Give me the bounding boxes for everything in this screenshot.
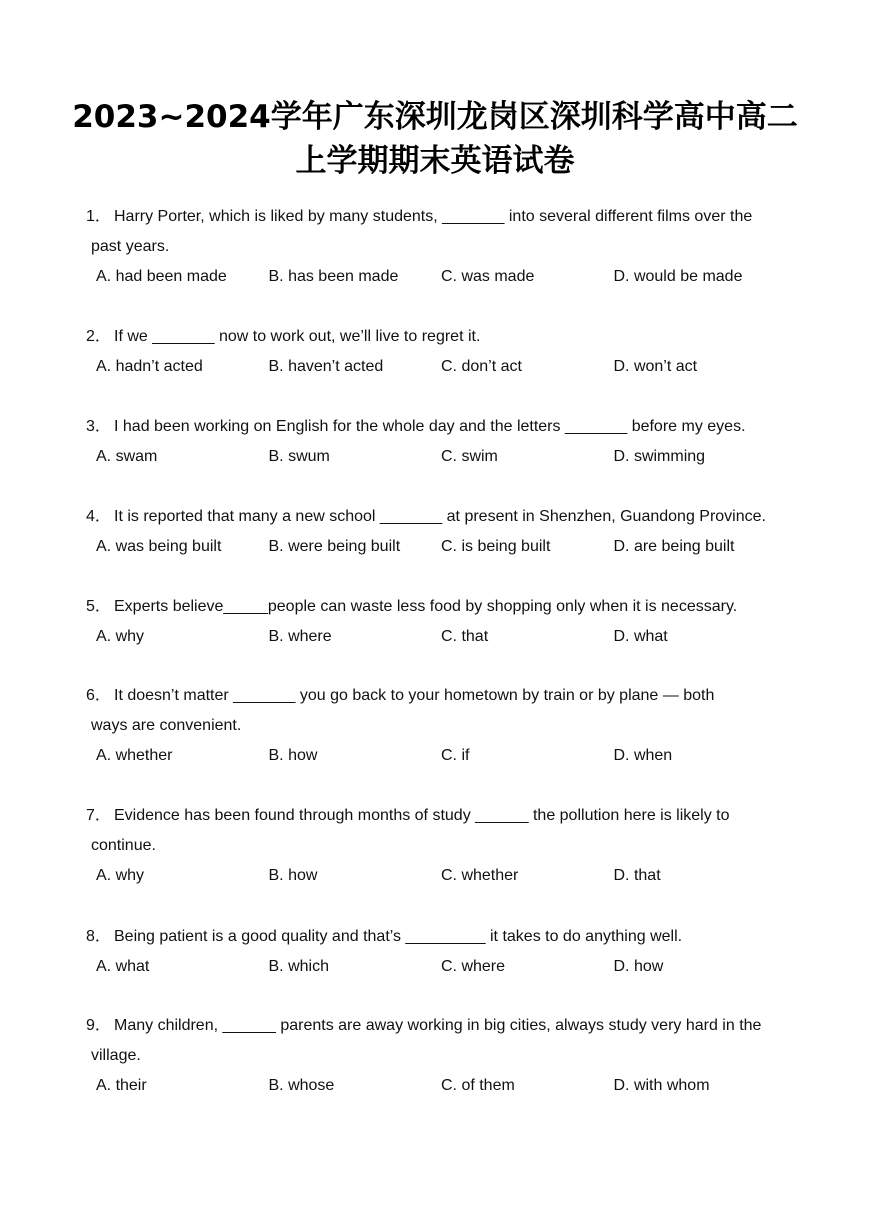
option-a[interactable]: A. was being built [96, 538, 222, 555]
question-stem [86, 801, 786, 861]
question-text: If we _______ now to work out, we’ll live to regret it. [114, 328, 481, 345]
option-a[interactable]: A. their [96, 1077, 147, 1094]
option-b[interactable]: B. how [268, 747, 318, 764]
question-stem [86, 922, 786, 952]
option-d[interactable]: D. how [613, 958, 664, 975]
question-stem [86, 502, 786, 532]
question-number: 2． [86, 328, 111, 345]
question-6 [86, 681, 786, 771]
option-d[interactable]: D. when [613, 747, 673, 764]
options-row [86, 532, 786, 562]
option-c[interactable]: C. whether [441, 867, 519, 884]
option-b[interactable]: B. swum [268, 448, 330, 465]
option-b[interactable]: B. haven’t acted [268, 358, 384, 375]
option-d[interactable]: D. would be made [613, 268, 743, 285]
question-stem [86, 681, 786, 741]
option-a[interactable]: A. hadn’t acted [96, 358, 203, 375]
exam-title-line-2: 上学期期末英语试卷 [295, 143, 575, 179]
option-d[interactable]: D. with whom [613, 1077, 710, 1094]
option-d[interactable]: D. are being built [613, 538, 735, 555]
option-a[interactable]: A. why [96, 867, 145, 884]
option-b[interactable]: B. were being built [268, 538, 401, 555]
question-text-continued: village. [91, 1047, 141, 1064]
options-row [86, 952, 786, 982]
question-1 [86, 202, 786, 292]
question-number: 4． [86, 508, 111, 525]
question-text: Many children, ______ parents are away working in big cities, always study very hard in the [114, 1017, 762, 1034]
option-b[interactable]: B. has been made [268, 268, 399, 285]
question-stem [86, 1011, 786, 1071]
option-c[interactable]: C. swim [441, 448, 498, 465]
option-b[interactable]: B. whose [268, 1077, 335, 1094]
options-row [86, 442, 786, 472]
options-row [86, 622, 786, 652]
option-b[interactable]: B. how [268, 867, 318, 884]
option-b[interactable]: B. which [268, 958, 329, 975]
question-number: 1． [86, 208, 111, 225]
question-number: 3． [86, 418, 111, 435]
question-9 [86, 1011, 786, 1101]
question-number: 7． [86, 807, 111, 824]
question-text: Experts believe_____people can waste less food by shopping only when it is necessary. [114, 598, 738, 615]
option-c[interactable]: C. where [441, 958, 506, 975]
option-d[interactable]: D. swimming [613, 448, 706, 465]
options-row [86, 1071, 786, 1101]
question-text: It is reported that many a new school _______ at present in Shenzhen, Guandong Province. [114, 508, 766, 525]
question-4 [86, 502, 786, 562]
option-c[interactable]: C. don’t act [441, 358, 522, 375]
option-a[interactable]: A. swam [96, 448, 158, 465]
question-number: 6． [86, 687, 111, 704]
option-d[interactable]: D. that [613, 867, 661, 884]
question-stem [86, 322, 786, 352]
option-c[interactable]: C. is being built [441, 538, 551, 555]
question-stem [86, 592, 786, 622]
question-number: 5． [86, 598, 111, 615]
question-text: Harry Porter, which is liked by many students, _______ into several different films over the [114, 208, 753, 225]
question-stem [86, 202, 786, 262]
option-c[interactable]: C. was made [441, 268, 535, 285]
option-c[interactable]: C. of them [441, 1077, 515, 1094]
question-number: 9． [86, 1017, 111, 1034]
exam-title-line-1: 2023~2024学年广东深圳龙岗区深圳科学高中高二 [72, 99, 798, 135]
options-row [86, 352, 786, 382]
options-row [86, 741, 786, 771]
question-number: 8． [86, 928, 111, 945]
question-5 [86, 592, 786, 652]
option-a[interactable]: A. had been made [96, 268, 227, 285]
option-c[interactable]: C. that [441, 628, 489, 645]
option-d[interactable]: D. won’t act [613, 358, 698, 375]
question-text: Evidence has been found through months of study ______ the pollution here is likely to [114, 807, 730, 824]
options-row [86, 861, 786, 891]
question-text-continued: ways are convenient. [91, 717, 242, 734]
question-text: It doesn’t matter _______ you go back to your hometown by train or by plane — both [114, 687, 715, 704]
question-stem [86, 412, 786, 442]
option-c[interactable]: C. if [441, 747, 470, 764]
question-text-continued: continue. [91, 837, 156, 854]
question-text-continued: past years. [91, 238, 170, 255]
question-text: I had been working on English for the whole day and the letters _______ before my eyes. [114, 418, 746, 435]
options-row [86, 262, 786, 292]
question-3 [86, 412, 786, 472]
question-text: Being patient is a good quality and that’s _________ it takes to do anything well. [114, 928, 683, 945]
option-a[interactable]: A. whether [96, 747, 173, 764]
option-a[interactable]: A. what [96, 958, 150, 975]
question-8 [86, 922, 786, 982]
question-7 [86, 801, 786, 891]
option-a[interactable]: A. why [96, 628, 145, 645]
question-2 [86, 322, 786, 382]
option-b[interactable]: B. where [268, 628, 332, 645]
option-d[interactable]: D. what [613, 628, 668, 645]
